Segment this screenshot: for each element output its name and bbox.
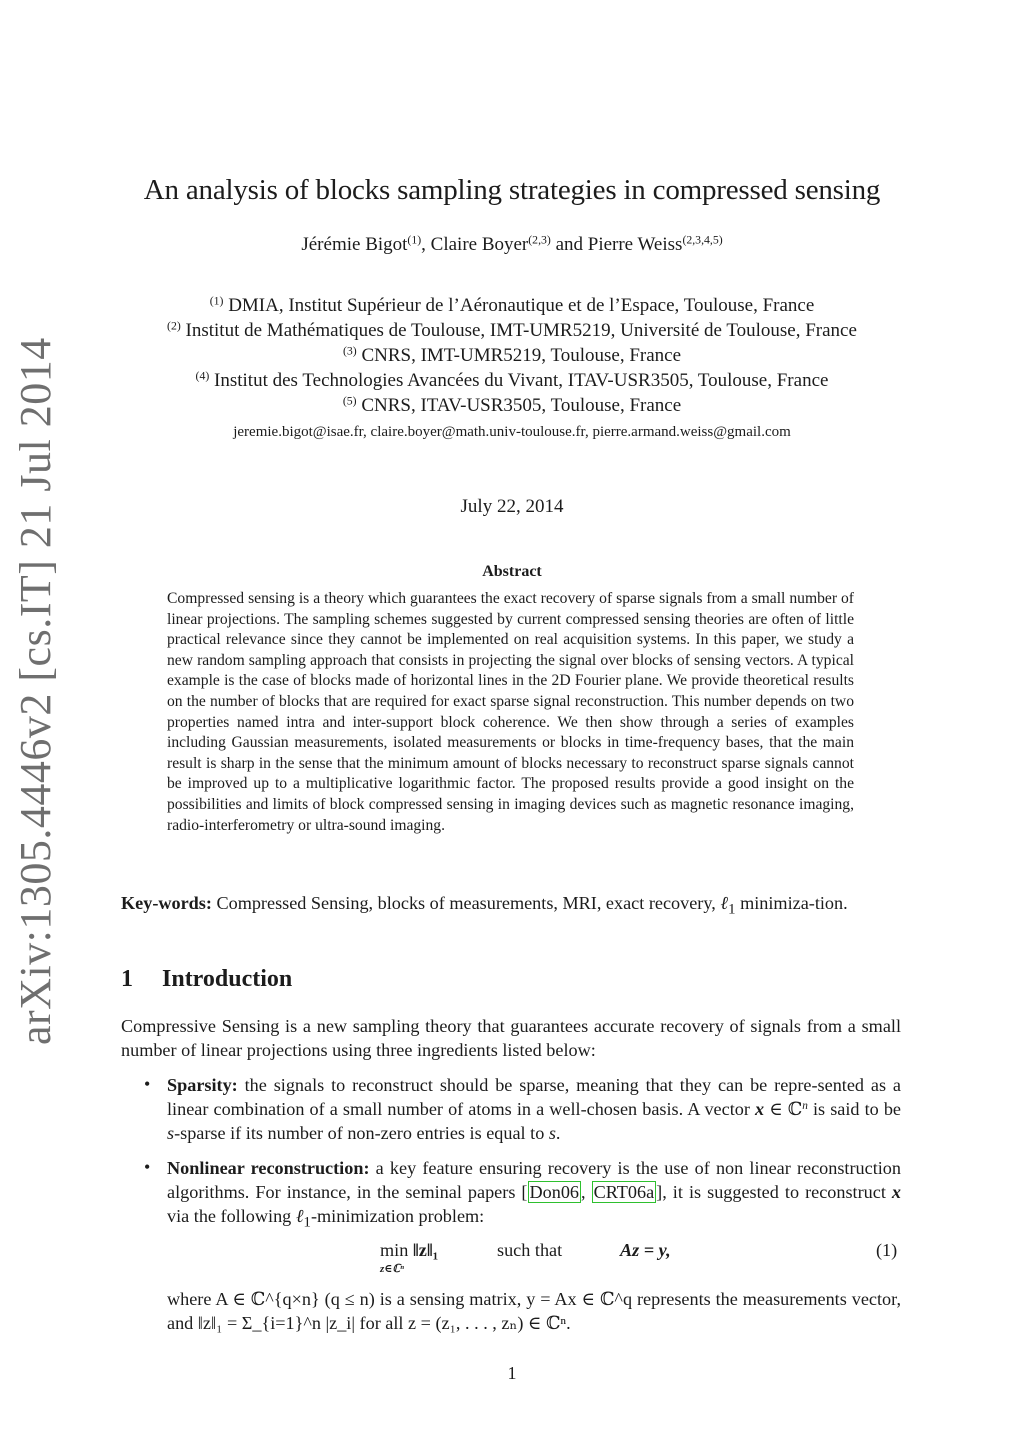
- affiliation-line: [0, 345, 1024, 367]
- ell-symbol: ℓ: [295, 1206, 304, 1226]
- affiliation-line: [0, 395, 1024, 417]
- equation-explanation: where A ∈ ℂ^{q×n} (q ≤ n) is a sensing matrix, y = Ax ∈ ℂ^q represents the measurements vector, and ‖z‖₁ = Σ_{i=1}^n |z_i| for all z = (z₁, . . . , zₙ) ∈ ℂⁿ.: [167, 1289, 901, 1333]
- equation-number: (1): [876, 1240, 898, 1260]
- affiliation-text: CNRS, IMT-UMR5219, Toulouse, France: [356, 345, 682, 366]
- author-affiliation-marker: (2,3,4,5): [682, 233, 723, 247]
- affiliation-line: [0, 370, 1024, 392]
- bullet-text: ,: [581, 1182, 592, 1202]
- equation-norm: ‖z‖₁: [412, 1240, 439, 1260]
- equation-constraint: Az = y,: [620, 1240, 671, 1260]
- page-number: 1: [507, 1363, 517, 1383]
- author-name: Pierre Weiss: [587, 234, 683, 255]
- section-title: Introduction: [162, 966, 293, 992]
- author-name: Jérémie Bigot: [301, 234, 408, 255]
- equation-objective: [380, 1240, 439, 1275]
- math-vector: x: [891, 1182, 902, 1202]
- author-affiliation-marker: (1): [407, 233, 422, 247]
- author-separator: and: [550, 234, 588, 255]
- affiliation-text: Institut des Technologies Avancées du Vivant, ITAV-USR3505, Toulouse, France: [209, 370, 829, 391]
- equation-min: min: [380, 1240, 409, 1260]
- author-affiliation-marker: (2,3): [528, 233, 551, 247]
- bullet-text: -minimization problem:: [310, 1206, 485, 1226]
- intro-paragraph: Compressive Sensing is a new sampling theory that guarantees accurate recovery of signals from a small number of linear projections using three ingredients listed below:: [121, 1016, 901, 1060]
- citation-link[interactable]: CRT06a: [593, 1182, 655, 1202]
- abstract-heading: Abstract: [482, 563, 542, 580]
- equation-such-that: such that: [497, 1240, 563, 1260]
- ell-symbol: ℓ: [720, 893, 728, 913]
- section-heading: [121, 966, 292, 993]
- arxiv-identifier: arXiv:1305.4446v2 [cs.IT] 21 Jul 2014: [11, 337, 60, 1045]
- bullet-text: the signals to reconstruct should be sparse, meaning that they can be repre-sented as a linear combination of a small number of atoms in a well-chosen basis. A vector: [167, 1075, 901, 1119]
- author-name: Claire Boyer: [430, 234, 529, 255]
- ell-subscript: 1: [727, 900, 736, 918]
- affiliation-text: Institut de Mathématiques de Toulouse, IMT-UMR5219, Université de Toulouse, France: [180, 320, 857, 341]
- math-exponent: n: [802, 1099, 808, 1112]
- author-separator: ,: [421, 234, 431, 255]
- author-list: [0, 234, 1024, 256]
- bullet-text: a key feature ensuring recovery is the use of non linear reconstruction algorithms. For instance, in the seminal papers [: [167, 1158, 901, 1202]
- bullet-label: Sparsity:: [167, 1075, 238, 1095]
- bullet-text: ], it is suggested to reconstruct: [656, 1182, 892, 1202]
- bullet-nonlinear-reconstruction: [167, 1156, 901, 1235]
- keywords-tail: minimiza-tion.: [735, 893, 848, 913]
- affiliation-marker: (1): [209, 294, 224, 308]
- keywords-label: Key-words:: [121, 893, 212, 913]
- math-vector: x: [755, 1099, 765, 1119]
- author-emails: jeremie.bigot@isae.fr, claire.boyer@math.univ-toulouse.fr, pierre.armand.weiss@gmail.com: [233, 424, 791, 440]
- affiliation-marker: (3): [342, 344, 357, 358]
- math-symbol: s: [167, 1123, 175, 1143]
- bullet-label: Nonlinear reconstruction:: [167, 1158, 370, 1178]
- affiliation-line: [0, 320, 1024, 342]
- math-set: ∈ ℂ: [764, 1099, 803, 1119]
- math-symbol: s: [548, 1123, 556, 1143]
- affiliation-marker: (2): [167, 319, 181, 333]
- ell-subscript: 1: [303, 1213, 311, 1231]
- bullet-text: -sparse if its number of non-zero entries is equal to: [174, 1123, 549, 1143]
- affiliation-marker: (4): [195, 369, 210, 383]
- bullet-marker: •: [144, 1157, 151, 1177]
- affiliation-text: CNRS, ITAV-USR3505, Toulouse, France: [356, 395, 682, 416]
- equation-min-subscript: z∈ℂⁿ: [380, 1263, 404, 1275]
- bullet-sparsity: [167, 1073, 901, 1145]
- publication-date: July 22, 2014: [460, 496, 564, 517]
- bullet-text: via the following: [167, 1206, 296, 1226]
- bullet-text: .: [555, 1123, 561, 1143]
- bullet-marker: •: [144, 1074, 151, 1094]
- abstract-body: Compressed sensing is a theory which guarantees the exact recovery of sparse signals from a small number of linear projections. The sampling schemes suggested by current compressed sensing theories are often of little practical relevance since they cannot be implemented on real acquisition systems. In this paper, we study a new random sampling approach that consists in projecting the signal over blocks of sensing vectors. A typical example is the case of blocks made of horizontal lines in the 2D Fourier plane. We provide theoretical results on the number of blocks that are required for exact sparse signal reconstruction. This number depends on two properties named intra and inter-support block coherence. We then show through a series of examples including Gaussian measurements, isolated measurements or blocks in time-frequency bases, that the main result is sharp in the sense that the minimum amount of blocks necessary to reconstruct sparse signals cannot be improved up to a multiplicative logarithmic factor. The proposed results provide a good insight on the possibilities and limits of block compressed sensing in imaging devices such as magnetic resonance imaging, radio-interferometry or ultra-sound imaging.: [167, 590, 854, 834]
- affiliation-marker: (5): [342, 394, 357, 408]
- bullet-text: is said to be: [807, 1099, 901, 1119]
- keywords-text: Compressed Sensing, blocks of measurements, MRI, exact recovery,: [211, 893, 721, 913]
- affiliation-line: [0, 295, 1024, 317]
- paper-title: An analysis of blocks sampling strategies in compressed sensing: [143, 174, 881, 206]
- keywords: [121, 891, 901, 922]
- affiliation-text: DMIA, Institut Supérieur de l’Aéronautique et de l’Espace, Toulouse, France: [223, 295, 815, 316]
- section-number: 1: [121, 966, 133, 992]
- citation-link[interactable]: Don06: [529, 1182, 580, 1202]
